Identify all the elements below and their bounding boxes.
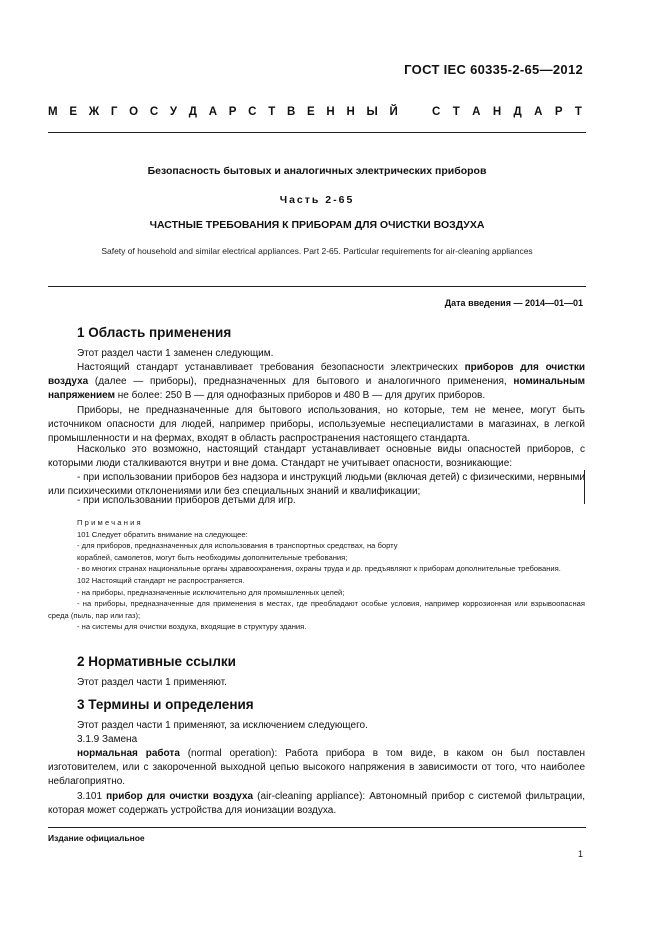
banner-letter: А bbox=[534, 106, 543, 118]
section-3-air-cleaning-appliance bbox=[48, 790, 585, 818]
document-title: Безопасность бытовых и аналогичных электрических приборов bbox=[147, 165, 487, 177]
text-span: Настоящий стандарт устанавливает требования безопасности электрических bbox=[77, 362, 465, 373]
section-1-heading: 1 Область применения bbox=[77, 325, 232, 340]
section-1-para-5: - при использовании приборов без надзора и инструкций людьми (включая детей) с физическими, нервными или психическими отклонениями или без специальных знаний и квалификации; bbox=[48, 472, 585, 498]
note-item: - на приборы, предназначенные для применения в местах, где преобладают особые условия, например коррозионная или взрывоопасная среда (пыль, пар или газ); bbox=[48, 599, 585, 620]
banner-letter: Е bbox=[69, 106, 77, 118]
text-span: (normal operation): Работа прибора в том виде, в каком он был поставлен изготовителем, или с закороченной выходной цепью высокого напряжения в зависимости от того, что наиболее неблагоприятно. bbox=[48, 748, 585, 788]
clause-number: 3.101 bbox=[77, 791, 107, 802]
section-2-heading: 2 Нормативные ссылки bbox=[77, 654, 236, 669]
official-edition: Издание официальное bbox=[48, 833, 145, 843]
section-3-para-1: Этот раздел части 1 применяют, за исключением следующего. bbox=[77, 720, 368, 731]
section-1-para-2 bbox=[48, 361, 585, 404]
banner-letter: А bbox=[472, 106, 481, 118]
banner-letter: Д bbox=[188, 106, 197, 118]
page-number: 1 bbox=[577, 849, 583, 859]
banner-letter: В bbox=[286, 106, 296, 118]
title-divider bbox=[48, 286, 586, 287]
section-1-para-4: Насколько это возможно, настоящий стандарт устанавливает основные виды опасностей приборов, с которыми люди сталкиваются внутри и вне дома. Стандарт не учитывает опасности, возникающие: bbox=[48, 444, 585, 470]
section-2-para-1: Этот раздел части 1 применяют. bbox=[77, 677, 227, 688]
term-air-cleaning-appliance: прибор для очистки воздуха bbox=[106, 791, 254, 802]
term-air-cleaning: приборов для очистки воздуха bbox=[48, 362, 585, 388]
english-title: Safety of household and similar electrical appliances. Part 2-65. Particular requirements for air-cleaning appliances bbox=[101, 246, 533, 256]
note-item: - на системы для очистки воздуха, входящие в структуру здания. bbox=[77, 622, 307, 632]
top-divider bbox=[48, 132, 586, 133]
banner-letter: С bbox=[432, 106, 441, 118]
banner-letter: Г bbox=[110, 106, 118, 118]
section-1-para-6: - при использовании приборов детьми для игр. bbox=[77, 495, 296, 506]
banner-letter: Й bbox=[389, 106, 398, 118]
notes-label: Примечания bbox=[77, 518, 143, 527]
part-number: Часть 2-65 bbox=[279, 194, 355, 206]
banner-letter: Ы bbox=[366, 106, 378, 118]
term-rated-voltage: номинальным напряжением bbox=[48, 376, 585, 402]
banner-letter: Н bbox=[492, 106, 502, 118]
footer-divider bbox=[48, 827, 586, 828]
change-bar bbox=[584, 470, 585, 504]
note-item: - на приборы, предназначенные исключительно для промышленных целей; bbox=[77, 587, 345, 597]
banner-letter: У bbox=[169, 106, 178, 118]
note-item: - во многих странах национальные органы здравоохранения, охраны труда и др. предъявляют к приборам дополнительные требования. bbox=[77, 564, 561, 574]
text-span: (air-cleaning appliance): Автономный прибор с системой фильтрации, которая может содержать устройства для ионизации воздуха. bbox=[48, 791, 585, 817]
banner-letter: Т bbox=[452, 106, 460, 118]
banner-letter: С bbox=[149, 106, 159, 118]
note-item: 101 Следует обратить внимание на следующее: bbox=[77, 529, 248, 539]
banner-letter: М bbox=[48, 106, 58, 118]
banner-letter: Р bbox=[228, 106, 237, 118]
banner-letter: Е bbox=[307, 106, 315, 118]
banner-letter: Ж bbox=[88, 106, 100, 118]
notes-block bbox=[48, 517, 585, 633]
section-1-para-1: Этот раздел части 1 заменен следующим. bbox=[77, 348, 274, 359]
banner-letter: А bbox=[208, 106, 218, 118]
section-1-para-3: Приборы, не предназначенные для бытового использования, но которые, тем не менее, могут быть источником опасности для людей, например приборы, используемые неспециалистами в магазинах, в легкой промышленности и на фермах, входят в область распространения настоящего стандарта. bbox=[48, 405, 585, 445]
introduction-date: Дата введения — 2014—01—01 bbox=[444, 298, 583, 308]
document-code: ГОСТ IEC 60335-2-65—2012 bbox=[404, 62, 583, 77]
banner-letter: Н bbox=[346, 106, 355, 118]
specific-title: ЧАСТНЫЕ ТРЕБОВАНИЯ К ПРИБОРАМ ДЛЯ ОЧИСТКИ ВОЗДУХА bbox=[149, 219, 485, 231]
section-3-clause-number: 3.1.9 Замена bbox=[77, 734, 138, 745]
interstate-word bbox=[48, 106, 398, 118]
text-span: не более: 250 В — для однофазных приборов и 480 В — для других приборов. bbox=[115, 390, 486, 402]
section-3-heading: 3 Термины и определения bbox=[77, 697, 254, 712]
banner-letter: С bbox=[248, 106, 257, 118]
interstate-standard-banner bbox=[48, 106, 586, 118]
banner-letter: Р bbox=[554, 106, 563, 118]
section-3-normal-operation bbox=[48, 747, 585, 790]
note-item: - для приборов, предназначенных для использования в транспортных средствах, на борту bbox=[77, 541, 398, 551]
banner-letter: Т bbox=[268, 106, 276, 118]
text-span: (далее — приборы), предназначенных для бытового и аналогичного применения, bbox=[88, 376, 514, 388]
note-item: 102 Настоящий стандарт не распространяется. bbox=[77, 575, 245, 585]
banner-letter: Н bbox=[326, 106, 335, 118]
banner-letter: Т bbox=[574, 106, 582, 118]
standard-word bbox=[432, 106, 582, 118]
term-normal-operation: нормальная работа bbox=[77, 748, 180, 759]
note-item: кораблей, самолетов, могут быть необходимы дополнительные требования; bbox=[77, 552, 348, 562]
banner-letter: О bbox=[129, 106, 139, 118]
banner-letter: Д bbox=[513, 106, 522, 118]
